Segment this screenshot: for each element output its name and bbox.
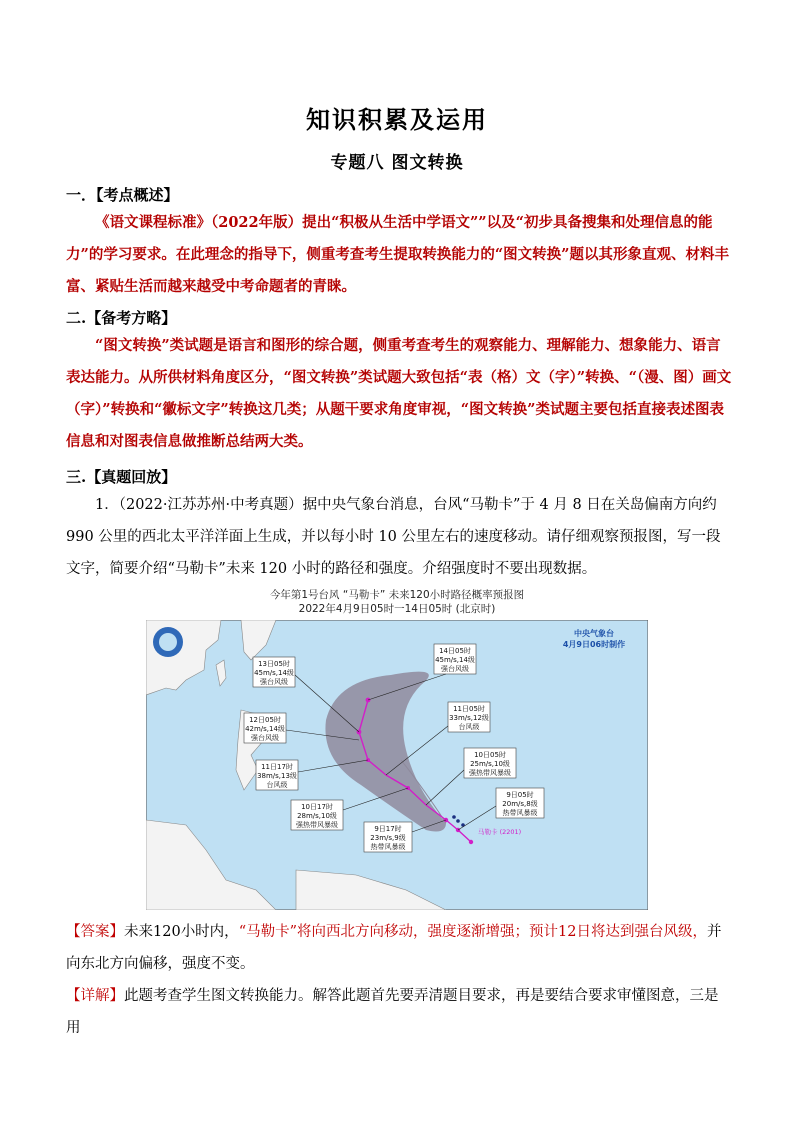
svg-text:热带风暴级: 热带风暴级 <box>502 809 538 817</box>
svg-text:14日05时: 14日05时 <box>439 647 471 655</box>
typhoon-forecast-figure <box>146 588 648 910</box>
svg-text:11日05时: 11日05时 <box>453 705 485 713</box>
detail-tag: 【详解】 <box>66 988 124 1004</box>
section-2-heading: 二.【备考方略】 <box>66 309 177 327</box>
figure-title-line-2: 2022年4月9日05时一14日05时 (北京时) <box>298 603 496 615</box>
answer-highlight-1: “马勒卡”将向西北方向移动，强度逐渐增强；预计 <box>238 924 559 940</box>
svg-text:28m/s,10级: 28m/s,10级 <box>297 812 337 820</box>
svg-text:强热带风暴级: 强热带风暴级 <box>296 821 338 829</box>
section-3-heading: 三.【真题回放】 <box>66 468 177 486</box>
svg-text:强台风级: 强台风级 <box>441 665 469 673</box>
answer-text-1: 未来 <box>124 924 153 940</box>
svg-text:45m/s,14级: 45m/s,14级 <box>435 656 475 664</box>
svg-text:38m/s,13级: 38m/s,13级 <box>257 772 297 780</box>
answer-highlight-2: 日将达到强台风级， <box>576 924 707 940</box>
svg-text:9日05时: 9日05时 <box>506 791 534 799</box>
svg-text:10日17时: 10日17时 <box>301 803 333 811</box>
forecast-map <box>146 620 648 910</box>
answer-highlight-number: 12 <box>558 924 577 940</box>
svg-text:强台风级: 强台风级 <box>251 734 279 742</box>
figure-title <box>146 588 648 616</box>
svg-text:强台风级: 强台风级 <box>260 678 288 686</box>
agency-name: 中央气象台 <box>574 629 614 638</box>
question-text: 1．（2022·江苏苏州·中考真题）据中央气象台消息，台风“马勒卡”于 4 月 8 日在关岛偏南方向约 990 公里的西北太平洋洋面上生成，并以每小时 10 公里左右的速度移动。请仔细观察预报图，写一段文字，简要介绍“马勒卡”未来 120 小时的路径和强度。介绍强度时不要出现数据。 <box>66 497 721 577</box>
section-1-heading: 一．【考点概述】 <box>66 186 179 204</box>
svg-text:9日17时: 9日17时 <box>374 825 402 833</box>
detail-paragraph <box>66 980 732 1044</box>
svg-text:13日05时: 13日05时 <box>258 660 290 668</box>
svg-text:强热带风暴级: 强热带风暴级 <box>469 769 511 777</box>
svg-text:23m/s,9级: 23m/s,9级 <box>370 834 406 842</box>
answer-tag: 【答案】 <box>66 924 124 940</box>
page-title: 知识积累及运用 <box>306 106 488 134</box>
svg-text:42m/s,14级: 42m/s,14级 <box>245 725 285 733</box>
section-2-text: “图文转换”类试题是语言和图形的综合题，侧重考查考生的观察能力、理解能力、想象能力、语言表达能力。从所供材料角度区分，“图文转换”类试题大致包括“表（格）文（字）”转换、“（漫、图）画文（字）”转换和“徽标文字”转换这几类；从题干要求角度审视，“图文转换”类试题主要包括直接表述图表信息和对图表信息做推断总结两大类。 <box>66 337 732 450</box>
svg-text:台风级: 台风级 <box>458 723 480 731</box>
svg-text:台风级: 台风级 <box>266 781 288 789</box>
svg-text:20m/s,8级: 20m/s,8级 <box>502 800 538 808</box>
svg-text:25m/s,10级: 25m/s,10级 <box>470 760 510 768</box>
answer-text-3: 并向东北方向偏移，强度不变。 <box>66 924 722 972</box>
agency-made-time: 4月9日06时制作 <box>562 640 626 649</box>
storm-name: 马勒卡 (2201) <box>478 828 522 836</box>
svg-text:12日05时: 12日05时 <box>249 716 281 724</box>
answer-paragraph <box>66 916 732 980</box>
svg-text:10日05时: 10日05时 <box>474 751 506 759</box>
svg-text:33m/s,12级: 33m/s,12级 <box>449 714 489 722</box>
section-1-text: 《语文课程标准》（2022年版）提出“积极从生活中学语文””以及“初步具备搜集和处理信息的能力”的学习要求。在此理念的指导下，侧重考查考生提取转换能力的“图文转换”题以其形象直观、材料丰富、紧贴生活而越来越受中考命题者的青睐。 <box>66 214 730 295</box>
page-subtitle: 专题八 图文转换 <box>330 153 464 173</box>
figure-title-line-1: 今年第1号台风 “马勒卡” 未来120小时路径概率预报图 <box>269 589 525 601</box>
answer-number: 120 <box>153 924 181 940</box>
svg-text:45m/s,14级: 45m/s,14级 <box>254 669 294 677</box>
svg-text:热带风暴级: 热带风暴级 <box>370 843 406 851</box>
detail-text: 此题考查学生图文转换能力。解答此题首先要弄清题目要求，再是要结合要求审懂图意，三是用 <box>66 988 719 1036</box>
svg-text:11日17时: 11日17时 <box>261 763 293 771</box>
answer-text-2: 小时内， <box>180 924 239 940</box>
